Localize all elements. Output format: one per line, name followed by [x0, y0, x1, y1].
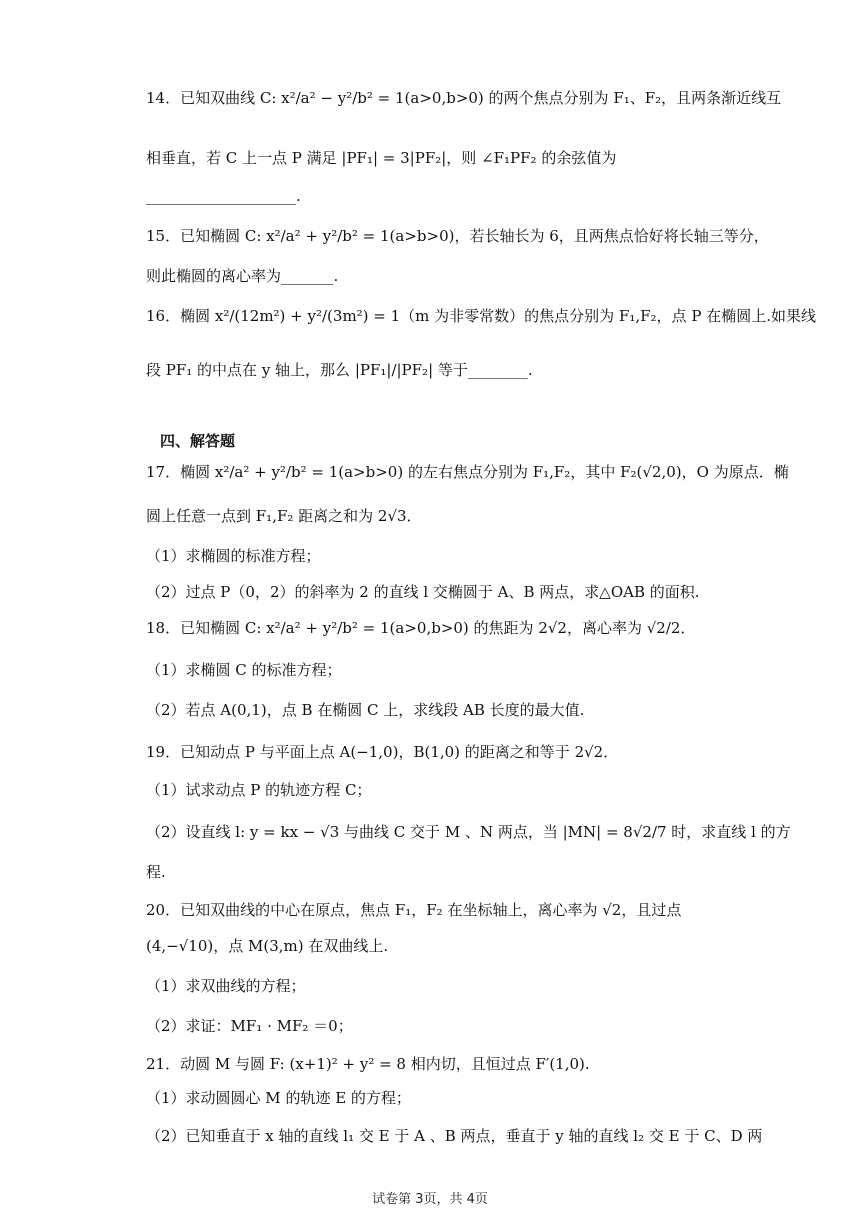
section-title: 四、解答题 [160, 432, 236, 450]
q14-line1: 14．已知双曲线 C: x²/a² − y²/b² = 1(a>0,b>0) 的两个焦点分别为 F₁、F₂，且两条渐近线互 [146, 89, 782, 107]
q15-line1: 15．已知椭圆 C: x²/a² + y²/b² = 1(a>b>0)，若长轴长为 6，且两焦点恰好将长轴三等分， [146, 227, 769, 245]
q21-line1: 21．动圆 M 与圆 F: (x+1)² + y² = 8 相内切，且恒过点 F′(1,0). [146, 1055, 590, 1073]
q19-line1: 19．已知动点 P 与平面上点 A(−1,0)，B(1,0) 的距离之和等于 2√2． [146, 743, 619, 761]
q20-line2: (4,−√10)，点 M(3,m) 在双曲线上. [146, 937, 389, 955]
q20-line1: 20．已知双曲线的中心在原点，焦点 F₁，F₂ 在坐标轴上，离心率为 √2，且过点 [146, 901, 682, 919]
q19-part1: （1）试求动点 P 的轨迹方程 C； [146, 781, 372, 799]
q19-part2: （2）设直线 l: y = kx − √3 与曲线 C 交于 M 、N 两点，当 |MN| = 8√2/7 时，求直线 l 的方 [146, 823, 791, 841]
q21-part2: （2）已知垂直于 x 轴的直线 l₁ 交 E 于 A 、B 两点，垂直于 y 轴的直线 l₂ 交 E 于 C、D 两 [146, 1127, 763, 1145]
q21-part1: （1）求动圆圆心 M 的轨迹 E 的方程； [146, 1089, 411, 1107]
q20-part1: （1）求双曲线的方程； [146, 977, 306, 995]
q18-line1: 18．已知椭圆 C: x²/a² + y²/b² = 1(a>0,b>0) 的焦距为 2√2，离心率为 √2/2． [146, 619, 696, 637]
q20-part2: （2）求证：MF₁ · MF₂ ＝0； [146, 1017, 353, 1035]
q19-part2-cont: 程. [146, 863, 166, 881]
q17-part2: （2）过点 P（0，2）的斜率为 2 的直线 l 交椭圆于 A、B 两点，求△OAB 的面积. [146, 583, 700, 601]
q16-line1: 16．椭圆 x²/(12m²) + y²/(3m²) = 1（m 为非零常数）的焦点分别为 F₁,F₂，点 P 在椭圆上.如果线 [146, 307, 816, 325]
page-footer: 试卷第 3页，共 4页 [372, 1192, 488, 1207]
q18-part2: （2）若点 A(0,1)，点 B 在椭圆 C 上，求线段 AB 长度的最大值. [146, 701, 585, 719]
q17-part1: （1）求椭圆的标准方程； [146, 547, 321, 565]
q14-line2: 相垂直，若 C 上一点 P 满足 |PF₁| = 3|PF₂|，则 ∠F₁PF₂ 的余弦值为 [146, 149, 617, 167]
q18-part1: （1）求椭圆 C 的标准方程； [146, 661, 342, 679]
q17-line1: 17．椭圆 x²/a² + y²/b² = 1(a>b>0) 的左右焦点分别为 F₁,F₂，其中 F₂(√2,0)，O 为原点．椭 [146, 463, 789, 481]
q15-line2: 则此椭圆的离心率为_______. [146, 267, 339, 285]
q16-line2: 段 PF₁ 的中点在 y 轴上，那么 |PF₁|/|PF₂| 等于________. [146, 361, 533, 379]
q17-line2: 圆上任意一点到 F₁,F₂ 距离之和为 2√3． [146, 507, 422, 525]
q14-blank: ____________________. [146, 187, 301, 205]
